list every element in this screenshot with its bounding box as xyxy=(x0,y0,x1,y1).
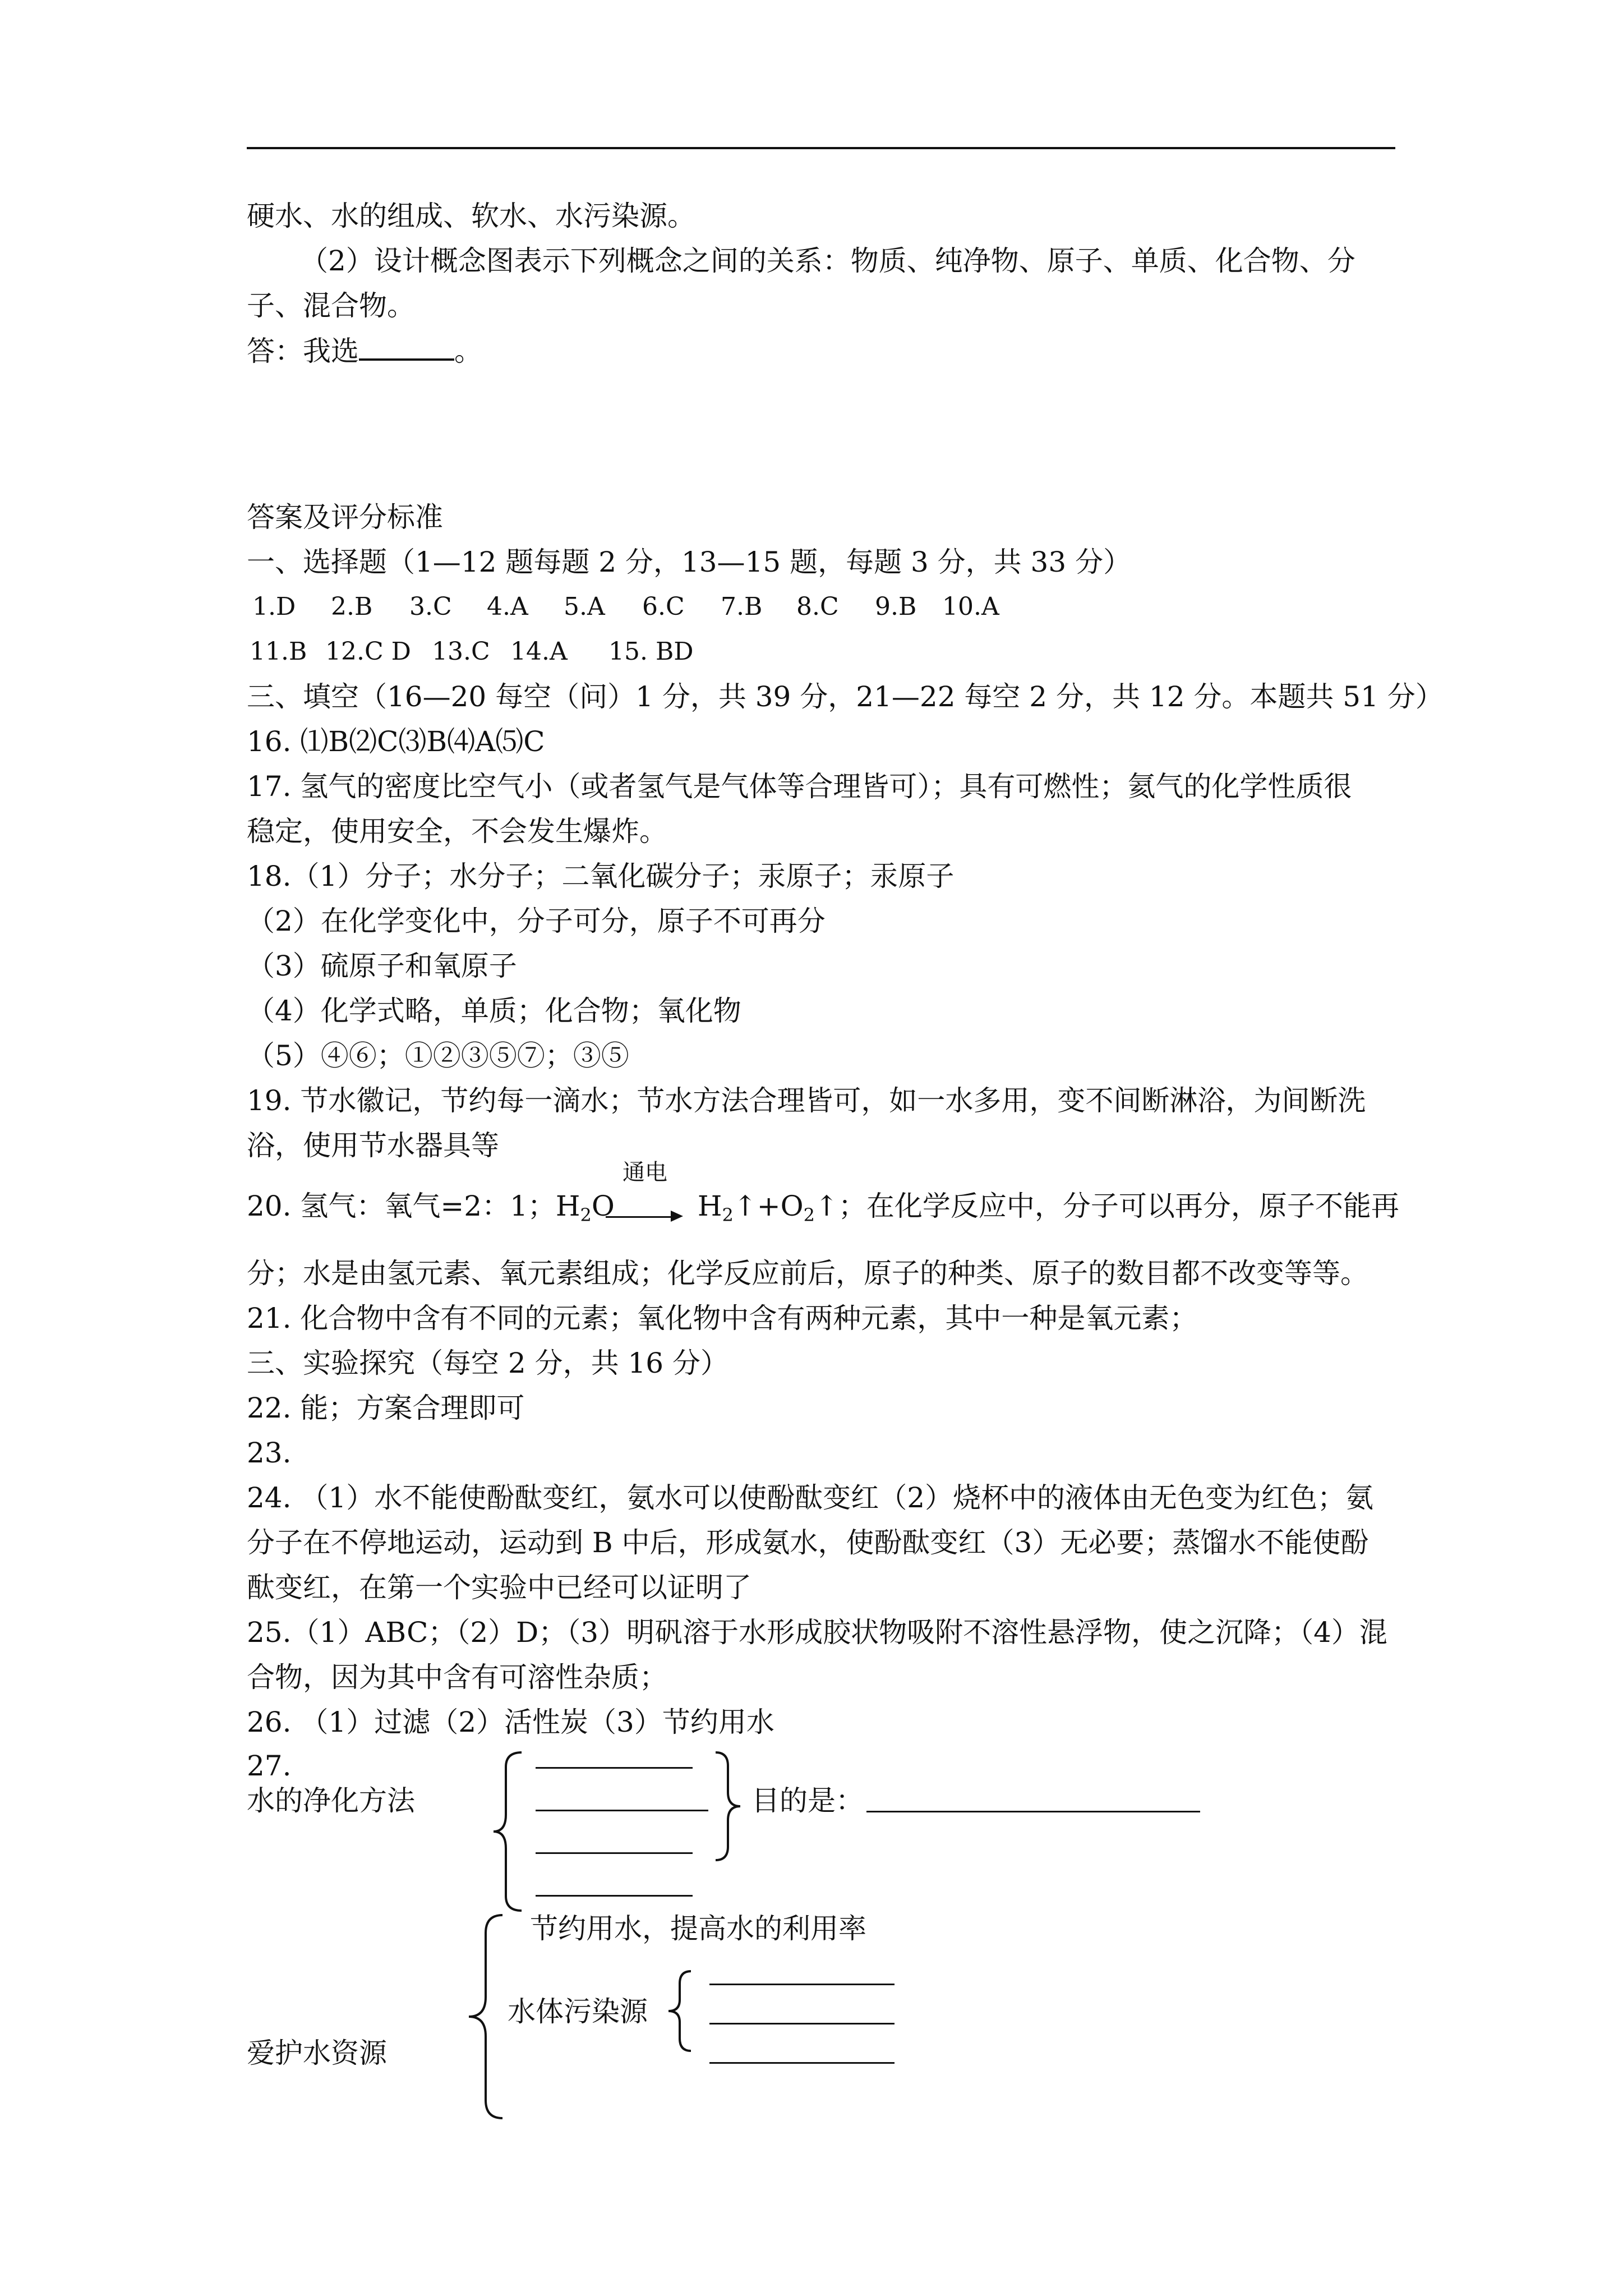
mc-answer: 10.A xyxy=(942,592,999,621)
protect-label: 爱护水资源 xyxy=(247,2037,387,2069)
answer-20-cont: 分；水是由氢元素、氧元素组成；化学反应前后，原子的种类、原子的数目都不改变等等。 xyxy=(247,1257,1368,1290)
purify-blank[interactable] xyxy=(536,1852,693,1854)
part3-header: 三、填空（16—20 每空（问）1 分，共 39 分，21—22 每空 2 分，共 12 分。本题共 51 分） xyxy=(247,680,1444,713)
purify-blank[interactable] xyxy=(536,1895,693,1897)
answer-17: 17. 氢气的密度比空气小（或者氢气是气体等合理皆可）；具有可燃性；氦气的化学性质很 xyxy=(247,770,1352,803)
mc-answer: 13.C xyxy=(432,637,490,666)
right-brace-purify xyxy=(713,1750,741,1862)
purpose-blank[interactable] xyxy=(866,1811,1200,1812)
answer-24-cont: 分子在不停地运动，运动到 B 中后，形成氨水，使酚酞变红（3）无必要；蒸馏水不能使酚 xyxy=(247,1526,1369,1559)
mc-answer: 6.C xyxy=(642,592,685,621)
mc-answer: 9.B xyxy=(875,592,917,621)
save-water-text: 节约用水，提高水的利用率 xyxy=(530,1912,866,1945)
answer-19: 19. 节水徽记，节约每一滴水；节水方法合理皆可，如一水多用，变不间断淋浴，为间断洗 xyxy=(247,1084,1366,1117)
answer-24-cont: 酞变红，在第一个实验中已经可以证明了 xyxy=(247,1571,751,1604)
answer-22: 22. 能；方案合理即可 xyxy=(247,1392,525,1424)
text-line: （2）设计概念图表示下列概念之间的关系：物质、纯净物、原子、单质、化合物、分 xyxy=(300,245,1355,277)
reaction-arrow-head xyxy=(671,1211,683,1222)
mc-answer: 14.A xyxy=(510,637,568,666)
text-line: 硬水、水的组成、软水、水污染源。 xyxy=(247,200,695,232)
answer-18-4: （4）化学式略，单质；化合物；氧化物 xyxy=(247,995,741,1027)
reaction-arrow-line xyxy=(606,1216,673,1218)
answer-18-3: （3）硫原子和氧原子 xyxy=(247,950,517,982)
mc-answer: 15. BD xyxy=(608,637,694,666)
mc-answer: 4.A xyxy=(487,592,528,621)
section-title: 答案及评分标准 xyxy=(247,501,443,533)
answer-19-cont: 浴，使用节水器具等 xyxy=(247,1129,499,1162)
left-brace-purify xyxy=(494,1750,527,1913)
answer-23: 23. xyxy=(247,1437,292,1469)
header-rule xyxy=(247,147,1395,149)
answer-20: 20. 氢气：氧气=2：1；$H_2O$ $H_2↑+O_2↑$；在化学反应中，分子可以再分，原子不能再 xyxy=(247,1190,1399,1226)
answer-27: 27. xyxy=(247,1750,292,1782)
mc-answer: 1.D xyxy=(252,592,296,621)
mc-answer: 8.C xyxy=(796,592,839,621)
answer-25-cont: 合物，因为其中含有可溶性杂质； xyxy=(247,1661,667,1694)
answer-18-5: （5）④⑥；①②③⑤⑦；③⑤ xyxy=(247,1039,629,1072)
answer-end: 。 xyxy=(454,335,482,367)
answer-17-cont: 稳定，使用安全，不会发生爆炸。 xyxy=(247,815,667,848)
mc-answer: 7.B xyxy=(721,592,763,621)
answer-26: 26. （1）过滤（2）活性炭（3）节约用水 xyxy=(247,1706,774,1738)
answer-18: 18.（1）分子；水分子；二氧化碳分子；汞原子；汞原子 xyxy=(247,860,955,892)
answer-21: 21. 化合物中含有不同的元素；氧化物中含有两种元素，其中一种是氧元素； xyxy=(247,1302,1198,1335)
part3b-header: 三、实验探究（每空 2 分，共 16 分） xyxy=(247,1347,729,1379)
pollution-label: 水体污染源 xyxy=(508,1995,648,2028)
answer-24: 24. （1）水不能使酚酞变红，氨水可以使酚酞变红（2）烧杯中的液体由无色变为红色；氨 xyxy=(247,1481,1374,1514)
purpose-label: 目的是： xyxy=(751,1784,864,1817)
answer-18-2: （2）在化学变化中，分子可分，原子不可再分 xyxy=(247,905,826,937)
purify-label: 水的净化方法 xyxy=(247,1784,415,1817)
answer-16: 16. ⑴B⑵C⑶B⑷A⑸C xyxy=(247,725,545,758)
reaction-condition: 通电 xyxy=(623,1159,667,1185)
mc-answer: 5.A xyxy=(564,592,605,621)
left-brace-protect xyxy=(467,1913,506,2120)
purify-blank[interactable] xyxy=(536,1767,693,1769)
pollution-blank[interactable] xyxy=(709,1984,895,1985)
mc-answer: 11.B xyxy=(250,637,307,666)
mc-answer: 12.C D xyxy=(325,637,411,666)
part1-header: 一、选择题（1—12 题每题 2 分，13—15 题，每题 3 分，共 33 分） xyxy=(247,546,1132,578)
answer-blank[interactable] xyxy=(359,334,454,361)
answer-prompt: 答：我选 xyxy=(247,335,359,367)
mc-answer: 2.B xyxy=(331,592,373,621)
pollution-blank[interactable] xyxy=(709,2023,895,2024)
answer-line xyxy=(247,334,1424,368)
answer-25: 25.（1）ABC；（2）D；（3）明矾溶于水形成胶状物吸附不溶性悬浮物，使之沉降；（4）混 xyxy=(247,1616,1387,1649)
brace-pollution xyxy=(666,1969,694,2053)
mc-answer: 3.C xyxy=(409,592,452,621)
pollution-blank[interactable] xyxy=(709,2062,895,2064)
text-line: 子、混合物。 xyxy=(247,289,415,322)
purify-blank[interactable] xyxy=(536,1810,708,1811)
